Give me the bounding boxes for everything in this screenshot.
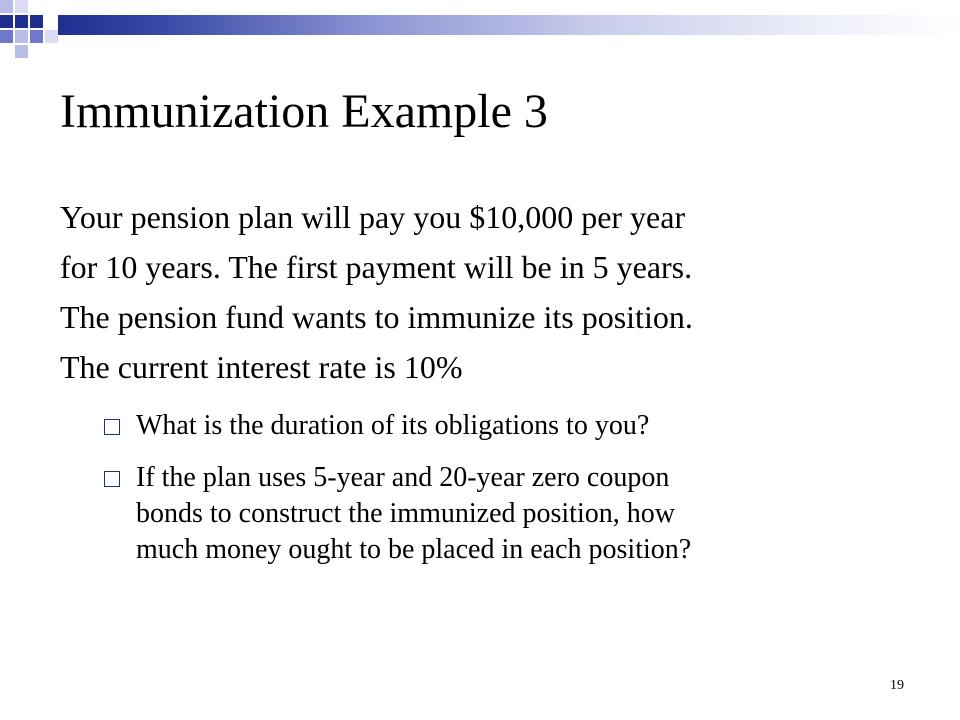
body-line: Your pension plan will pay you $10,000 per year [60,199,686,235]
decor-square [30,30,43,43]
question-list [104,408,924,584]
decor-square [15,15,28,28]
decor-square [45,30,58,43]
body-line: The pension fund wants to immunize its position. [60,299,693,335]
bullet-line: bonds to construct the immunized position, how [136,498,675,529]
decor-square [15,0,28,13]
decor-square [15,45,28,58]
page-number: 19 [890,678,904,693]
slide-title: Immunization Example 3 [60,85,548,138]
decor-square [0,0,13,13]
body-line: The current interest rate is 10% [60,349,463,385]
body-line: for 10 years. The first payment will be in 5 years. [60,249,693,285]
hollow-square-icon [104,419,120,435]
decor-square [0,30,13,43]
body-paragraph [60,192,920,392]
decor-square [30,15,43,28]
decor-square [15,30,28,43]
bullet-line: What is the duration of its obligations to you? [136,410,650,441]
hollow-square-icon [104,471,120,487]
bullet-line: much money ought to be placed in each position? [136,534,692,565]
list-item [104,408,924,444]
bullet-line: If the plan uses 5-year and 20-year zero coupon [136,462,670,493]
decor-square [0,15,13,28]
header-gradient-bar [58,15,960,35]
list-item [104,460,924,568]
